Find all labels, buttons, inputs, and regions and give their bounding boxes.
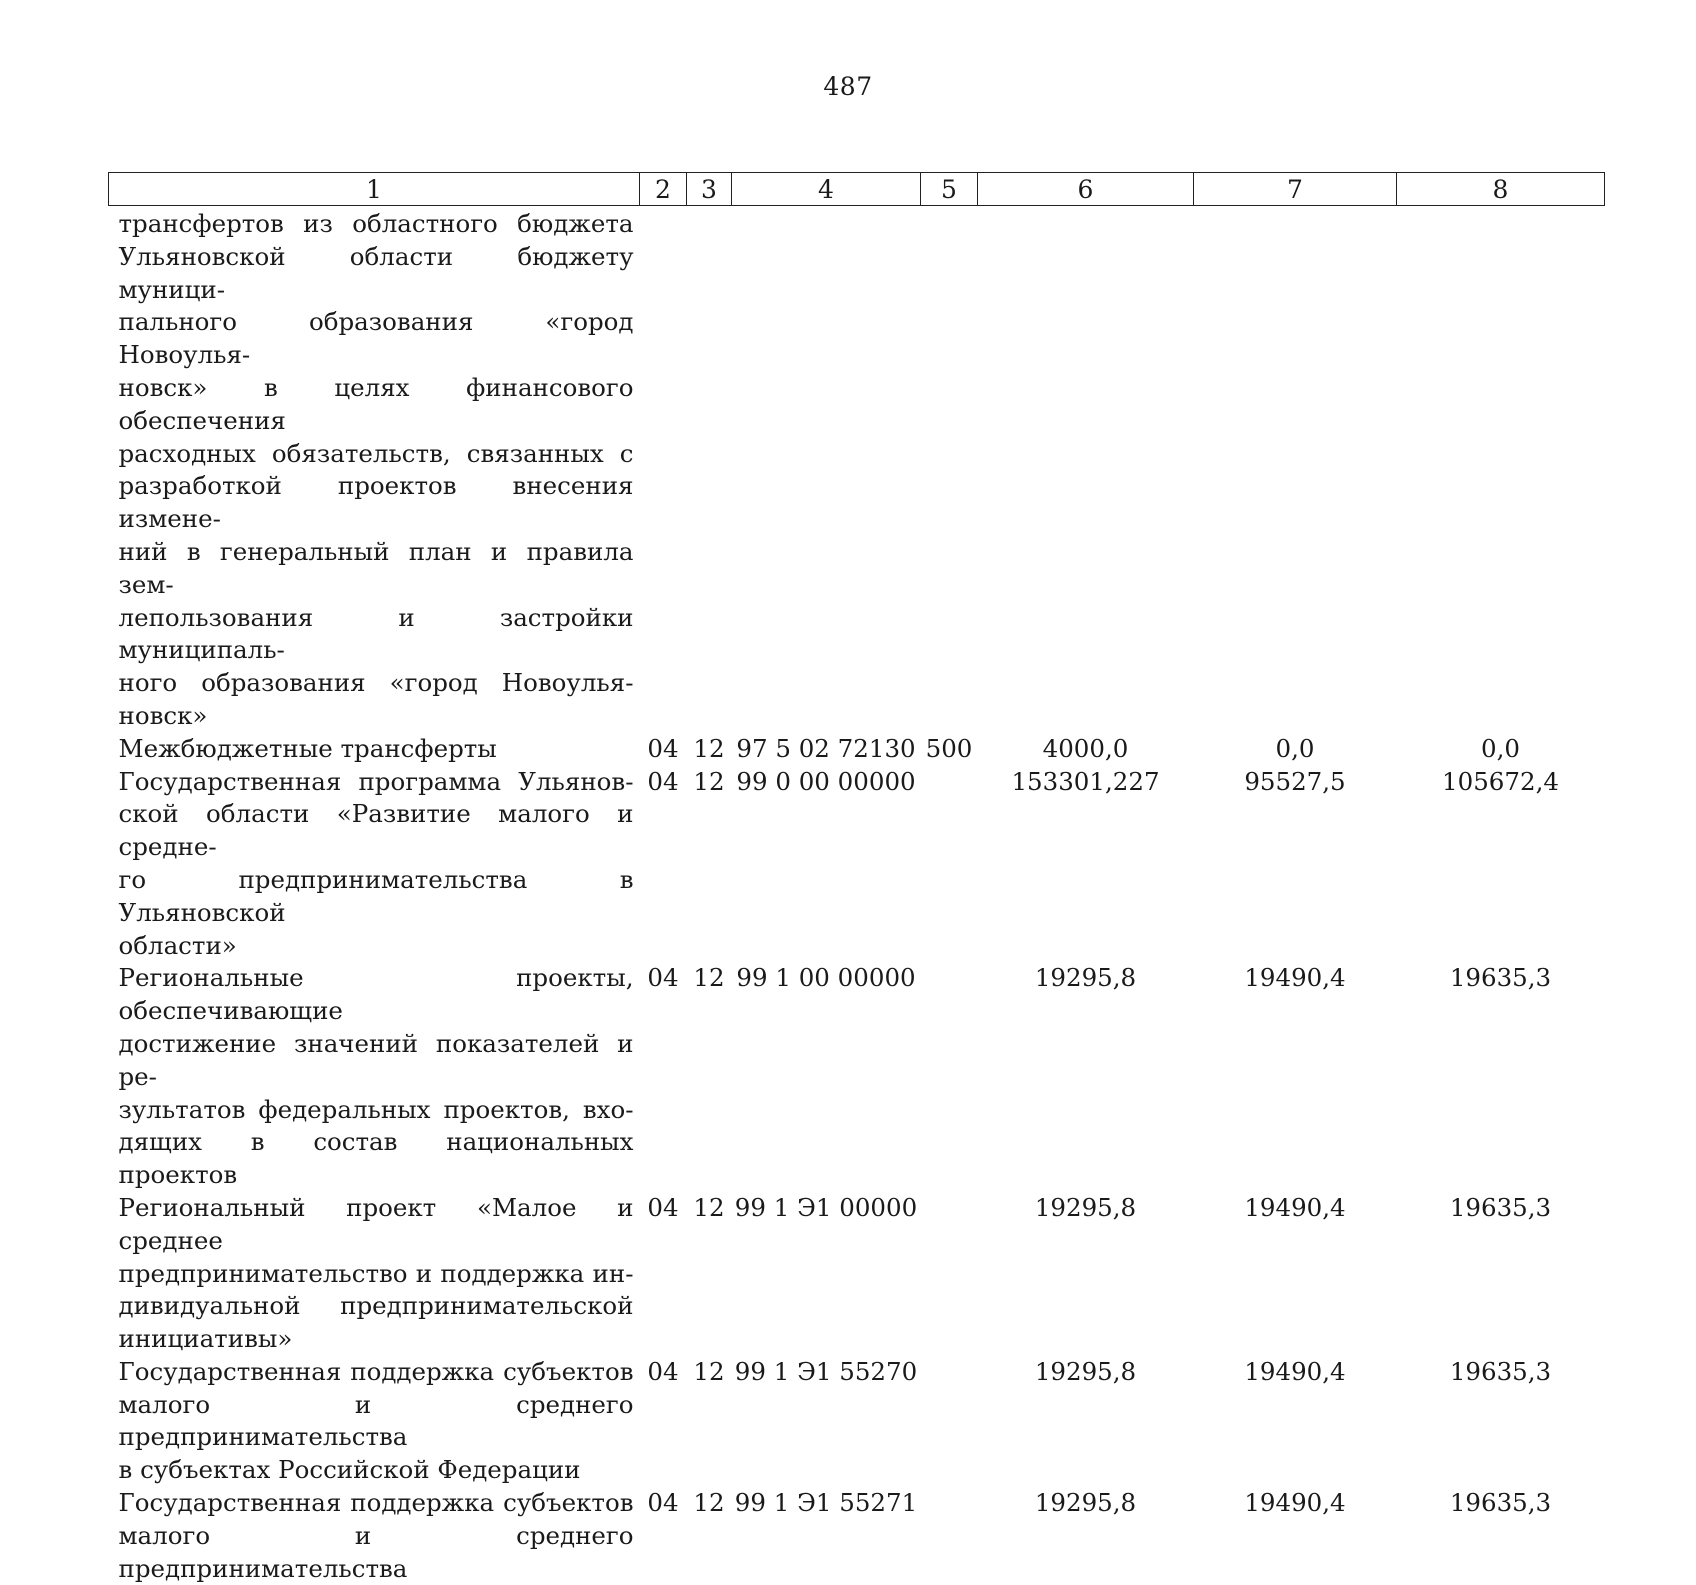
header-cell-3: 3 <box>687 173 732 206</box>
description-line: разработкой проектов внесения измене- <box>119 470 634 536</box>
expense-type-code <box>921 766 978 963</box>
amount-column-6: 153301,227 <box>978 766 1194 963</box>
table-row <box>109 733 1605 766</box>
amount-column-6: 19295,8 <box>978 1487 1194 1585</box>
target-article-code: 99 1 Э1 00000 <box>732 1192 921 1356</box>
description-line: дящих в состав национальных проектов <box>119 1126 634 1192</box>
description-line: в субъектах Российской Федерации <box>119 1454 634 1487</box>
amount-column-7: 95527,5 <box>1194 766 1397 963</box>
description-line: Региональные проекты, обеспечивающие <box>119 962 634 1028</box>
header-cell-6: 6 <box>978 173 1194 206</box>
subsection-code: 12 <box>687 962 732 1192</box>
expense-type-code: 500 <box>921 733 978 766</box>
expense-type-code <box>921 1487 978 1585</box>
description-line: Государственная поддержка субъектов <box>119 1487 634 1520</box>
amount-column-8: 105672,4 <box>1397 766 1605 963</box>
expense-type-code <box>921 1192 978 1356</box>
amount-column-6: 4000,0 <box>978 733 1194 766</box>
header-cell-7: 7 <box>1194 173 1397 206</box>
amount-column-8: 19635,3 <box>1397 1192 1605 1356</box>
header-cell-5: 5 <box>921 173 978 206</box>
section-code: 04 <box>640 1192 687 1356</box>
description-line: дивидуальной предпринимательской <box>119 1290 634 1323</box>
description-line: достижение значений показателей и ре- <box>119 1028 634 1094</box>
amount-column-8: 19635,3 <box>1397 962 1605 1192</box>
header-row <box>109 173 1605 206</box>
amount-column-8 <box>1397 206 1605 733</box>
description-line: расходных обязательств, связанных с <box>119 438 634 471</box>
description-line: Государственная поддержка субъектов <box>119 1356 634 1389</box>
subsection-code: 12 <box>687 1356 732 1487</box>
subsection-code: 12 <box>687 766 732 963</box>
row-description <box>109 962 640 1192</box>
target-article-code: 99 1 00 00000 <box>732 962 921 1192</box>
row-description <box>109 206 640 733</box>
header-cell-4: 4 <box>732 173 921 206</box>
target-article-code: 99 1 Э1 55271 <box>732 1487 921 1585</box>
page-number: 487 <box>0 72 1696 101</box>
table-row <box>109 206 1605 733</box>
row-description <box>109 1356 640 1487</box>
budget-table <box>108 172 1605 1585</box>
subsection-code: 12 <box>687 733 732 766</box>
amount-column-6: 19295,8 <box>978 1192 1194 1356</box>
description-line: Ульяновской области бюджету муници- <box>119 241 634 307</box>
description-line: трансфертов из областного бюджета <box>119 208 634 241</box>
table-row <box>109 1356 1605 1487</box>
amount-column-8: 19635,3 <box>1397 1487 1605 1585</box>
row-description <box>109 733 640 766</box>
description-line: предпринимательство и поддержка ин- <box>119 1258 634 1291</box>
expense-type-code <box>921 206 978 733</box>
description-line: Региональный проект «Малое и среднее <box>119 1192 634 1258</box>
amount-column-7: 19490,4 <box>1194 1487 1397 1585</box>
description-line: ской области «Развитие малого и средне- <box>119 798 634 864</box>
table-row <box>109 962 1605 1192</box>
description-line: малого и среднего предпринимательства <box>119 1520 634 1585</box>
amount-column-7: 19490,4 <box>1194 962 1397 1192</box>
section-code <box>640 206 687 733</box>
amount-column-6 <box>978 206 1194 733</box>
amount-column-7: 19490,4 <box>1194 1192 1397 1356</box>
row-description <box>109 766 640 963</box>
section-code: 04 <box>640 766 687 963</box>
target-article-code: 99 1 Э1 55270 <box>732 1356 921 1487</box>
table-row <box>109 1487 1605 1585</box>
description-line: зультатов федеральных проектов, вхо- <box>119 1094 634 1127</box>
header-cell-8: 8 <box>1397 173 1605 206</box>
row-description <box>109 1487 640 1585</box>
header-cell-2: 2 <box>640 173 687 206</box>
section-code: 04 <box>640 733 687 766</box>
amount-column-8: 0,0 <box>1397 733 1605 766</box>
table-header <box>109 173 1605 206</box>
amount-column-7 <box>1194 206 1397 733</box>
table-body <box>109 206 1605 1585</box>
table-row <box>109 1192 1605 1356</box>
description-line: новск» <box>119 700 634 733</box>
section-code: 04 <box>640 1356 687 1487</box>
section-code: 04 <box>640 1487 687 1585</box>
amount-column-8: 19635,3 <box>1397 1356 1605 1487</box>
description-line: пального образования «город Новоулья- <box>119 306 634 372</box>
description-line: инициативы» <box>119 1323 634 1356</box>
description-line: Межбюджетные трансферты <box>119 733 634 766</box>
target-article-code: 97 5 02 72130 <box>732 733 921 766</box>
description-line: новск» в целях финансового обеспечения <box>119 372 634 438</box>
subsection-code <box>687 206 732 733</box>
description-line: малого и среднего предпринимательства <box>119 1389 634 1455</box>
header-cell-1: 1 <box>109 173 640 206</box>
target-article-code <box>732 206 921 733</box>
description-line: го предпринимательства в Ульяновской <box>119 864 634 930</box>
description-line: области» <box>119 930 634 963</box>
description-line: лепользования и застройки муниципаль- <box>119 602 634 668</box>
amount-column-6: 19295,8 <box>978 1356 1194 1487</box>
subsection-code: 12 <box>687 1192 732 1356</box>
amount-column-7: 0,0 <box>1194 733 1397 766</box>
section-code: 04 <box>640 962 687 1192</box>
description-line: ного образования «город Новоулья- <box>119 667 634 700</box>
budget-table-container <box>108 172 1604 1585</box>
amount-column-7: 19490,4 <box>1194 1356 1397 1487</box>
description-line: Государственная программа Ульянов- <box>119 766 634 799</box>
target-article-code: 99 0 00 00000 <box>732 766 921 963</box>
expense-type-code <box>921 1356 978 1487</box>
table-row <box>109 766 1605 963</box>
expense-type-code <box>921 962 978 1192</box>
row-description <box>109 1192 640 1356</box>
amount-column-6: 19295,8 <box>978 962 1194 1192</box>
description-line: ний в генеральный план и правила зем- <box>119 536 634 602</box>
subsection-code: 12 <box>687 1487 732 1585</box>
